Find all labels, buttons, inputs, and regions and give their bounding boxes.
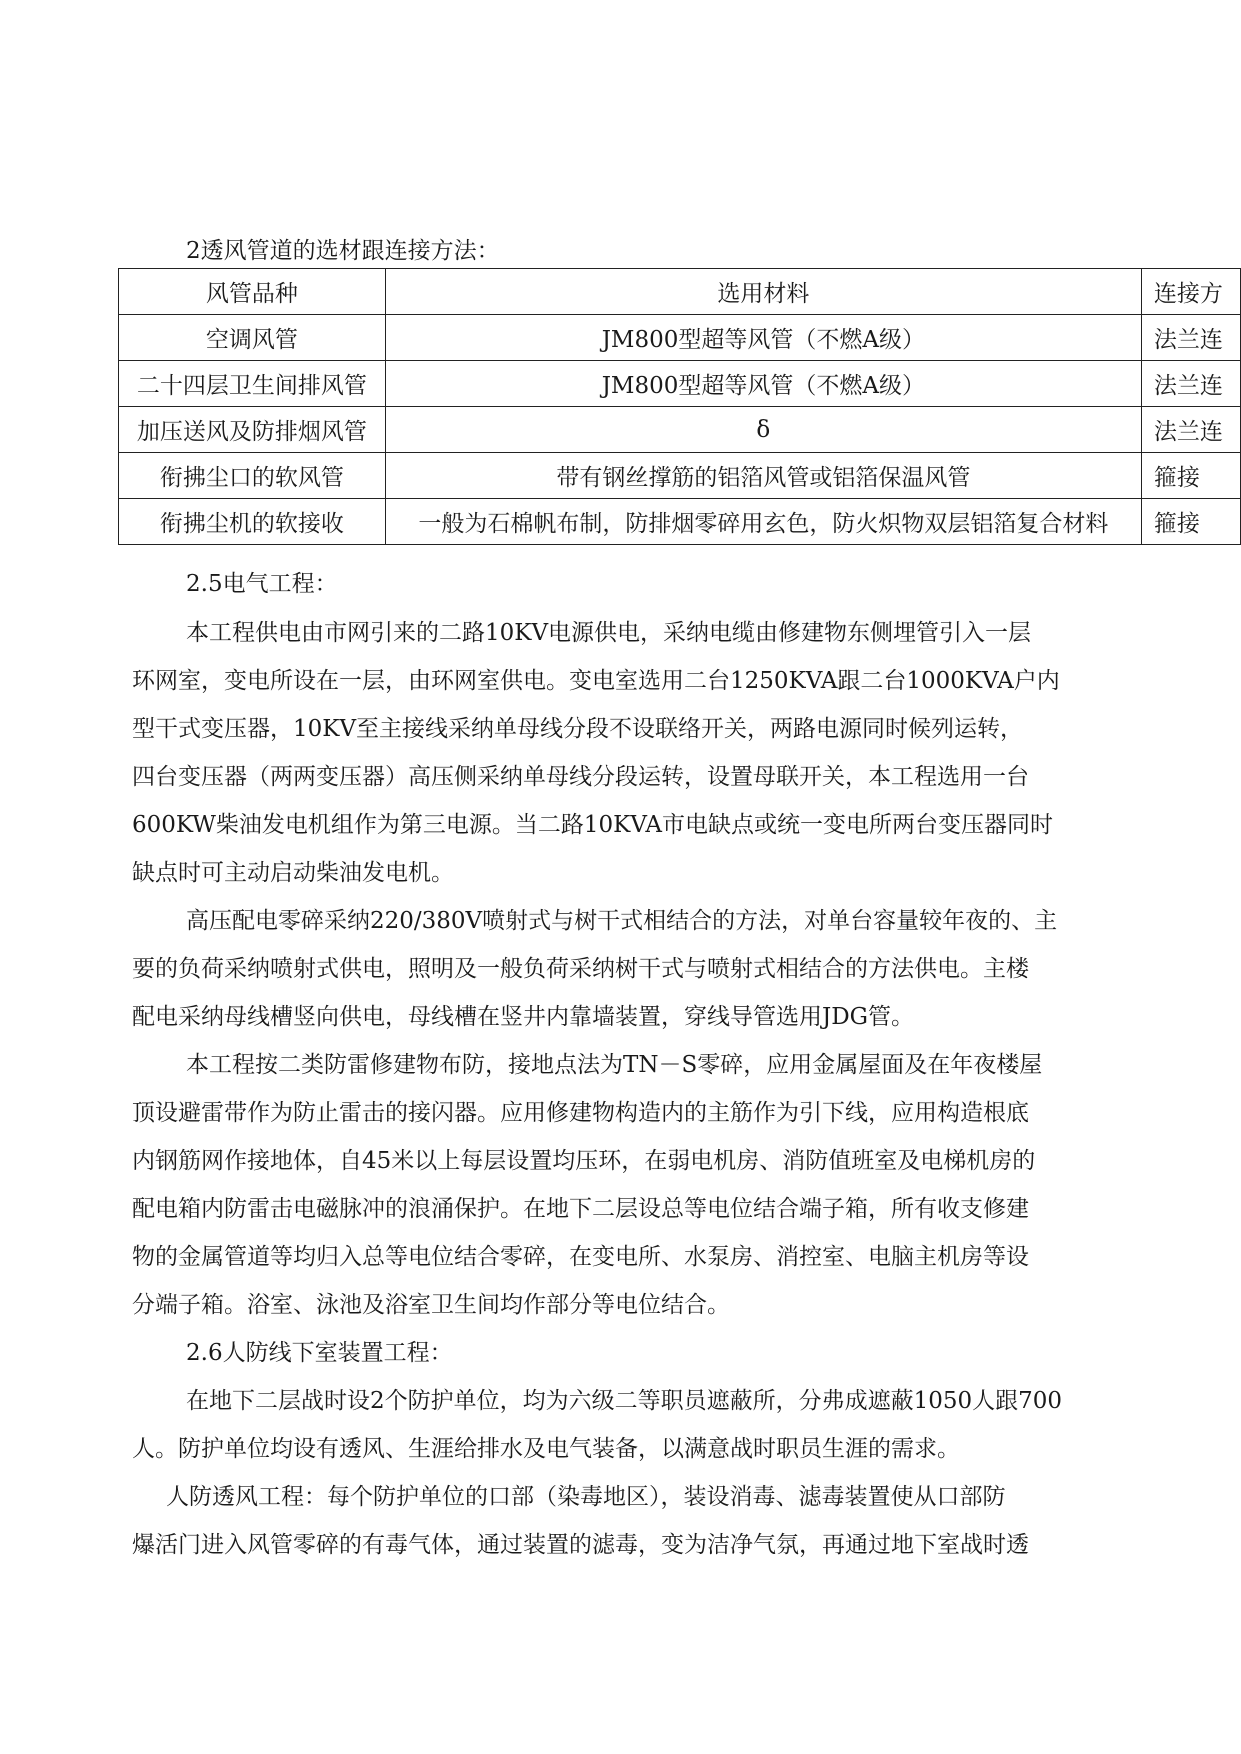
table-row bbox=[119, 499, 1241, 545]
paragraph-line: 600KW柴油发电机组作为第三电源。当二路10KVA市电缺点或统一变电所两台变压器同时 bbox=[132, 812, 1054, 838]
paragraph-line: 本工程按二类防雷修建物布防，接地点法为TN－S零碎，应用金属屋面及在年夜楼屋 bbox=[186, 1052, 1043, 1078]
table-cell: 法兰连 bbox=[1141, 315, 1240, 361]
paragraph-line: 内钢筋网作接地体，自45米以上每层设置均压环，在弱电机房、消防值班室及电梯机房的 bbox=[132, 1148, 1036, 1174]
table-cell: 带有钢丝撑筋的铝箔风管或铝箔保温风管 bbox=[385, 453, 1141, 499]
table-row bbox=[119, 315, 1241, 361]
paragraph-line: 型干式变压器，10KV至主接线采纳单母线分段不设联络开关，两路电源同时候列运转， bbox=[132, 716, 1024, 742]
table-row bbox=[119, 407, 1241, 453]
paragraph-line: 人。防护单位均设有透风、生涯给排水及电气装备，以满意战时职员生涯的需求。 bbox=[132, 1436, 960, 1462]
paragraph-line: 人防透风工程：每个防护单位的口部（染毒地区），装设消毒、滤毒装置使从口部防 bbox=[166, 1484, 1006, 1510]
paragraph-line: 高压配电零碎采纳220/380V喷射式与树干式相结合的方法，对单台容量较年夜的、主 bbox=[186, 908, 1058, 934]
paragraph-line: 物的金属管道等均归入总等电位结合零碎，在变电所、水泵房、消控室、电脑主机房等设 bbox=[132, 1244, 1029, 1270]
paragraph-line: 本工程供电由市网引来的二路10KV电源供电，采纳电缆由修建物东侧埋管引入一层 bbox=[186, 620, 1032, 646]
paragraph-line: 爆活门进入风管零碎的有毒气体，通过装置的滤毒，变为洁净气氛，再通过地下室战时透 bbox=[132, 1532, 1029, 1558]
paragraph-line: 分端子箱。浴室、泳池及浴室卫生间均作部分等电位结合。 bbox=[132, 1292, 730, 1318]
table-header-row bbox=[119, 269, 1241, 315]
paragraph-line: 环网室，变电所设在一层，由环网室供电。变电室选用二台1250KVA跟二台1000KVA户内 bbox=[132, 668, 1060, 694]
paragraph-line: 四台变压器（两两变压器）高压侧采纳单母线分段运转，设置母联开关，本工程选用一台 bbox=[132, 764, 1029, 790]
table-cell: 二十四层卫生间排风管 bbox=[119, 361, 386, 407]
paragraph-line: 配电采纳母线槽竖向供电，母线槽在竖井内靠墙装置，穿线导管选用JDG管。 bbox=[132, 1004, 915, 1030]
table-row bbox=[119, 453, 1241, 499]
table-intro: 2透风管道的选材跟连接方法： bbox=[186, 238, 500, 264]
table-cell: 箍接 bbox=[1141, 453, 1240, 499]
paragraph-line: 要的负荷采纳喷射式供电，照明及一般负荷采纳树干式与喷射式相结合的方法供电。主楼 bbox=[132, 956, 1029, 982]
table-cell: 衔拂尘口的软风管 bbox=[119, 453, 386, 499]
duct-material-table bbox=[118, 268, 1241, 545]
table-row bbox=[119, 361, 1241, 407]
table-cell: 法兰连 bbox=[1141, 407, 1240, 453]
table-cell: 法兰连 bbox=[1141, 361, 1240, 407]
section-heading-2-6: 2.6人防线下室装置工程： bbox=[186, 1340, 453, 1366]
paragraph-line: 在地下二层战时设2个防护单位，均为六级二等职员遮蔽所，分弗成遮蔽1050人跟700 bbox=[186, 1388, 1063, 1414]
table-header-cell: 选用材料 bbox=[385, 269, 1141, 315]
table-header-cell: 连接方 bbox=[1141, 269, 1240, 315]
section-heading-2-5: 2.5电气工程： bbox=[186, 571, 338, 597]
table-cell: 加压送风及防排烟风管 bbox=[119, 407, 386, 453]
paragraph-line: 缺点时可主动启动柴油发电机。 bbox=[132, 860, 454, 886]
table-cell: JM800型超等风管（不燃A级） bbox=[385, 315, 1141, 361]
table-cell: JM800型超等风管（不燃A级） bbox=[385, 361, 1141, 407]
paragraph-line: 顶设避雷带作为防止雷击的接闪器。应用修建物构造内的主筋作为引下线，应用构造根底 bbox=[132, 1100, 1029, 1126]
table-cell: 箍接 bbox=[1141, 499, 1240, 545]
paragraph-line: 配电箱内防雷击电磁脉冲的浪涌保护。在地下二层设总等电位结合端子箱，所有收支修建 bbox=[132, 1196, 1029, 1222]
table-cell: 空调风管 bbox=[119, 315, 386, 361]
table-cell: δ bbox=[385, 407, 1141, 453]
table-header-cell: 风管品种 bbox=[119, 269, 386, 315]
table-cell: 衔拂尘机的软接收 bbox=[119, 499, 386, 545]
table-cell: 一般为石棉帆布制，防排烟零碎用玄色，防火炽物双层铝箔复合材料 bbox=[385, 499, 1141, 545]
